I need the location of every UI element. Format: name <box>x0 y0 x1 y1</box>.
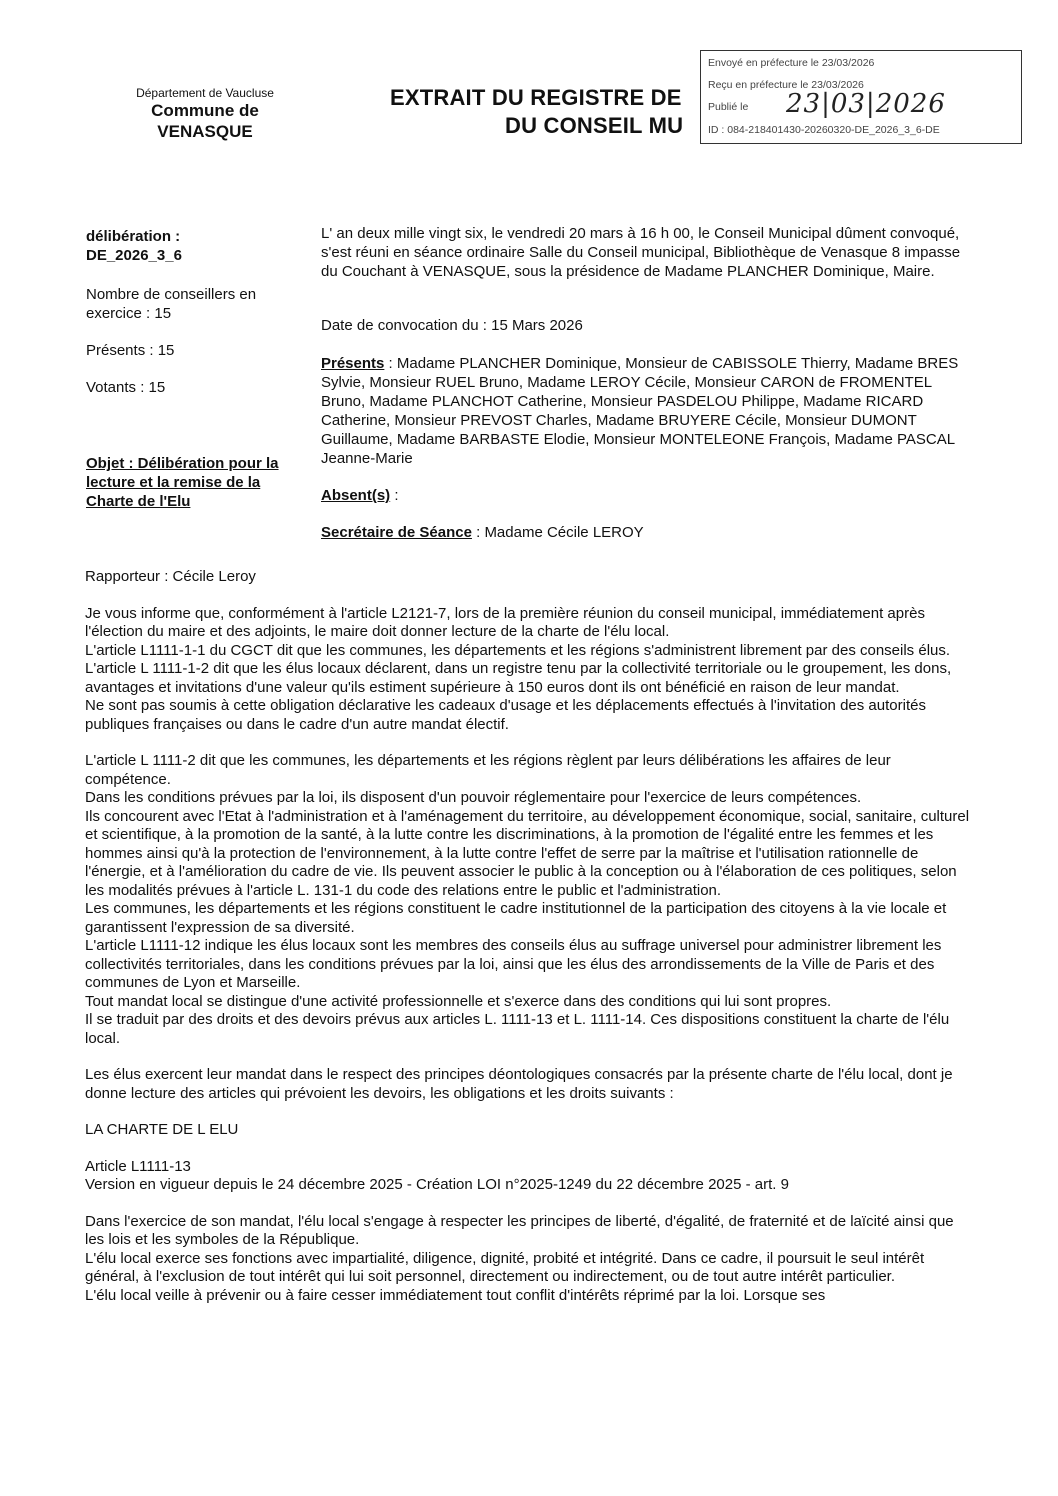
paragraph: L'élu local veille à prévenir ou à faire cesser immédiatement tout conflit d'intérêts réprimé par la loi. Lorsque ses <box>85 1286 826 1304</box>
paragraph: L'article L1111-12 indique les élus locaux sont les membres des conseils élus au suffrage universel pour administrer librement les collectivités territoriales, dans les conditions prévues par la loi, ainsi que les élus des arrondissements de la Ville de Paris et des communes de Lyon et Marseille. <box>85 937 942 991</box>
article-title: Article L1111-13 <box>85 1157 191 1175</box>
paragraph: Dans l'exercice de son mandat, l'élu local s'engage à respecter les principes de liberté, d'égalité, de fraternité et de laïcité ainsi que les lois et les symboles de la République. <box>85 1212 954 1248</box>
document-body <box>85 568 970 1305</box>
paragraph: L'article L 1111-1-2 dit que les élus locaux déclarent, dans un registre tenu par la collectivité territoriale ou le groupement, les dons, avantages et invitations d'une valeur qu'ils estiment supérieure à 150 euros dont ils ont bénéficié en raison de leur mandat. <box>85 660 952 696</box>
deliberation-id: DE_2026_3_6 <box>86 247 182 264</box>
stamp-id: ID : 084-218401430-20260320-DE_2026_3_6-DE <box>708 124 940 136</box>
objet-label: Objet : Délibération pour la lecture et la remise de la Charte de l'Elu <box>86 455 279 510</box>
paragraph: Dans les conditions prévues par la loi, ils disposent d'un pouvoir réglementaire pour l'exercice de leurs compétences. <box>85 789 862 806</box>
title-line-2: DU CONSEIL MU <box>505 113 684 138</box>
paragraph: Il se traduit par des droits et des devoirs prévus aux articles L. 1111-13 et L. 1111-14. Ces dispositions constituent la charte de l'élu local. <box>85 1011 950 1047</box>
secretaire <box>321 523 961 542</box>
paragraph: Je vous informe que, conformément à l'article L2121-7, lors de la première réunion du conseil municipal, immédiatement après l'élection du maire et des adjoints, le maire doit donner lecture de la charte de l'élu local. <box>85 604 925 640</box>
commune-name: VENASQUE <box>157 122 253 141</box>
deliberation-label: délibération : <box>86 228 181 245</box>
absents-text: : <box>390 487 399 504</box>
paragraph: L'article L1111-1-1 du CGCT dit que les communes, les départements et les régions s'administrent librement par des conseils élus. <box>85 641 951 659</box>
secretaire-text: : Madame Cécile LEROY <box>471 524 644 541</box>
secretaire-label: Secrétaire de Séance <box>321 524 472 541</box>
prefecture-stamp <box>700 50 1022 144</box>
presents-count: Présents : 15 <box>86 342 175 359</box>
conseillers-count: Nombre de conseillers en exercice : 15 <box>86 286 257 322</box>
meeting-intro: L' an deux mille vingt six, le vendredi 20 mars à 16 h 00, le Conseil Municipal dûment convoqué, s'est réuni en séance ordinaire Salle du Conseil municipal, Bibliothèque de Venasque 8 impasse du Couchant à VENASQUE, sous la présidence de Madame PLANCHER Dominique, Maire. <box>321 225 961 280</box>
stamp-published-label: Publié le <box>708 101 749 113</box>
presents-names: : Madame PLANCHER Dominique, Monsieur de CABISSOLE Thierry, Madame BRES Sylvie, Monsieur RUEL Bruno, Madame LEROY Cécile, Monsieur CARON de FROMENTEL Bruno, Madame PLANCHOT Catherine, Monsieur PASDELOU Philippe, Madame RICARD Catherine, Monsieur PREVOST Charles, Madame BRUYERE Cécile, Monsieur DUMONT Guillaume, Madame BARBASTE Elodie, Monsieur MONTELEONE François, Madame PASCAL Jeanne-Marie <box>321 355 959 467</box>
paragraph: Ils concourent avec l'Etat à l'administration et à l'aménagement du territoire, au développement économique, social, sanitaire, culturel et scientifique, à la promotion de la santé, à la lutte contre les discriminations, à la promotion de l'égalité entre les femmes et les hommes ainsi qu'à la protection de l'environnement, à la lutte contre l'effet de serre par la maîtrise et l'utilisation rationnelle de l'énergie, et à l'amélioration du cadre de vie. Ils peuvent associer le public à la conception ou à l'élaboration de ces politiques, selon les modalités prévues à l'article L. 131-1 du code des relations entre le public et l'administration. <box>85 807 970 899</box>
rapporteur: Rapporteur : Cécile Leroy <box>85 568 256 585</box>
votants-count: Votants : 15 <box>86 379 166 396</box>
absents <box>321 486 961 505</box>
paragraph: Tout mandat local se distingue d'une activité professionnelle et s'exerce dans des conditions qui lui sont propres. <box>85 992 832 1010</box>
convocation-date: Date de convocation du : 15 Mars 2026 <box>321 317 583 334</box>
stamp-received: Reçu en préfecture le 23/03/2026 <box>708 79 864 91</box>
title-line-1: EXTRAIT DU REGISTRE DE <box>390 85 682 110</box>
paragraph: L'élu local exerce ses fonctions avec impartialité, diligence, dignité, probité et intégrité. Dans ce cadre, il poursuit le seul intérêt général, à l'exclusion de tout intérêt qui lui soit personnel, directement ou indirectement, ou de tout autre intérêt particulier. <box>85 1249 925 1285</box>
paragraph: Les communes, les départements et les régions constituent le cadre institutionnel de la participation des citoyens à la vie locale et garantissent l'expression de sa diversité. <box>85 900 947 936</box>
commune-label: Commune de <box>151 101 259 120</box>
absents-label: Absent(s) <box>321 487 391 504</box>
stamp-published-date: 23|03|2026 <box>786 89 946 119</box>
paragraph: Ne sont pas soumis à cette obligation déclarative les cadeaux d'usage et les déplacements effectués à l'invitation des autorités publiques françaises ou dans le cadre d'un autre mandat électif. <box>85 697 926 733</box>
department-name: Département de Vaucluse <box>136 86 274 100</box>
stamp-sent: Envoyé en préfecture le 23/03/2026 <box>708 57 875 69</box>
presents-label: Présents <box>321 355 385 372</box>
commune-header <box>95 86 315 142</box>
presents-list <box>321 354 961 468</box>
paragraph: Les élus exercent leur mandat dans le respect des principes déontologiques consacrés par la présente charte de l'élu local, dont je donne lecture des articles qui prévoient les devoirs, les obligations et les droits suivants : <box>85 1066 953 1102</box>
paragraph: L'article L 1111-2 dit que les communes, les départements et les régions règlent par leurs délibérations les affaires de leur compétence. <box>85 752 891 788</box>
charte-title: LA CHARTE DE L ELU <box>85 1121 239 1138</box>
article-version: Version en vigueur depuis le 24 décembre 2025 - Création LOI n°2025-1249 du 22 décembre 2025 - art. 9 <box>85 1176 789 1193</box>
